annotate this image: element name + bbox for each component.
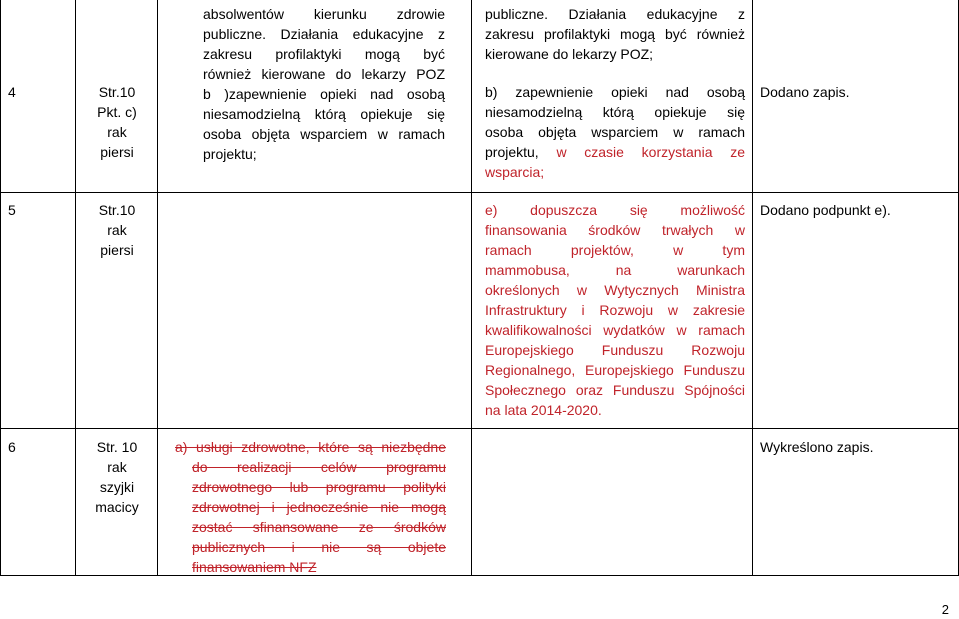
deleted-text-line: zdrowotnej i jednocześnie nie mogą xyxy=(192,499,446,515)
old-text-line: b )zapewnienie opieki nad osobą xyxy=(203,86,445,102)
new-text-line: b) zapewnienie opieki nad osobą xyxy=(485,84,745,100)
reference-line: szyjki xyxy=(99,479,135,495)
reference-line: rak xyxy=(107,124,127,140)
added-text: wsparcia; xyxy=(485,164,545,180)
reference-cell xyxy=(82,437,152,517)
old-text-line: zakresu profilaktyki mogą być xyxy=(203,46,445,62)
reference-line: piersi xyxy=(100,242,134,258)
added-text: w czasie korzystania ze xyxy=(556,144,745,160)
old-text-line: publiczne. Działania edukacyjne z xyxy=(203,26,445,42)
deleted-text-line: finansowaniem NFZ xyxy=(192,559,317,575)
new-text-cell xyxy=(485,200,745,420)
deleted-text-line: zdrowotnego lub programu polityki xyxy=(192,479,446,495)
page-number: 2 xyxy=(941,602,949,617)
deleted-text-line: publicznych i nie są objete xyxy=(192,539,446,555)
reference-line: macicy xyxy=(95,499,139,515)
added-text-line: e) dopuszcza się możliwość xyxy=(485,202,745,218)
reference-line: Str.10 xyxy=(98,84,136,100)
added-text-line: określonych w Wytycznych Ministra xyxy=(485,282,745,298)
added-text-line: ramach projektów, w tym xyxy=(485,242,745,258)
new-text-line: kierowane do lekarzy POZ; xyxy=(485,46,654,62)
table-border xyxy=(0,575,959,576)
row-number: 5 xyxy=(8,202,16,218)
added-text-line: kwalifikowalności wydatków w ramach xyxy=(485,322,745,338)
row-number: 4 xyxy=(8,84,16,100)
new-text-line: projektu, w czasie korzystania ze xyxy=(485,144,745,160)
added-text-line: na lata 2014-2020. xyxy=(485,402,602,418)
remark-cell: Dodano zapis. xyxy=(760,84,850,100)
added-text-line: Europejskiego Funduszu Rozwoju xyxy=(485,342,745,358)
table-border xyxy=(471,0,472,576)
reference-cell xyxy=(82,82,152,162)
old-text-cell xyxy=(203,4,445,164)
deleted-text-line: a) usługi zdrowotne, które są niezbędne xyxy=(175,439,446,455)
table-border xyxy=(0,192,959,193)
old-text-line: absolwentów kierunku zdrowie xyxy=(203,6,445,22)
table-border xyxy=(0,0,1,576)
reference-line: rak xyxy=(107,459,127,475)
added-text-line: Infrastruktury i Rozwoju w zakresie xyxy=(485,302,745,318)
row-number: 6 xyxy=(8,439,16,455)
reference-line: Pkt. c) xyxy=(97,104,137,120)
new-text-cell xyxy=(485,4,745,182)
deleted-text-cell xyxy=(175,437,446,577)
reference-line: Str.10 xyxy=(98,202,136,218)
new-text-line: zakresu profilaktyki mogą być również xyxy=(485,26,745,42)
added-text-line: mammobusa, na warunkach xyxy=(485,262,745,278)
table-border xyxy=(0,428,959,429)
table-border xyxy=(157,0,158,576)
reference-line: rak xyxy=(107,222,127,238)
old-text-line: również kierowane do lekarzy POZ xyxy=(203,66,445,82)
table-border xyxy=(752,0,753,576)
reference-cell xyxy=(82,200,152,260)
reference-line: piersi xyxy=(100,144,134,160)
added-text-line: Społecznego oraz Funduszu Spójności xyxy=(485,382,745,398)
new-text-line: osoba objęta wsparciem w ramach xyxy=(485,124,745,140)
table-border xyxy=(75,0,76,576)
added-text-line: Regionalnego, Europejskiego Funduszu xyxy=(485,362,745,378)
old-text-line: niesamodzielną którą opiekuje się xyxy=(203,106,445,122)
new-text-line: publiczne. Działania edukacyjne z xyxy=(485,6,745,22)
remark-cell: Wykreślono zapis. xyxy=(760,439,874,455)
old-text-line: projektu; xyxy=(203,146,257,162)
old-text-line: osoba objęta wsparciem w ramach xyxy=(203,126,445,142)
added-text-line: finansowania środków trwałych w xyxy=(485,222,745,238)
deleted-text-line: zostać sfinansowane ze środków xyxy=(192,519,446,535)
remark-cell: Dodano podpunkt e). xyxy=(760,202,891,218)
deleted-text-line: do realizacji celów programu xyxy=(192,459,446,475)
new-text-line: niesamodzielną którą opiekuje się xyxy=(485,104,745,120)
reference-line: Str. 10 xyxy=(96,439,138,455)
